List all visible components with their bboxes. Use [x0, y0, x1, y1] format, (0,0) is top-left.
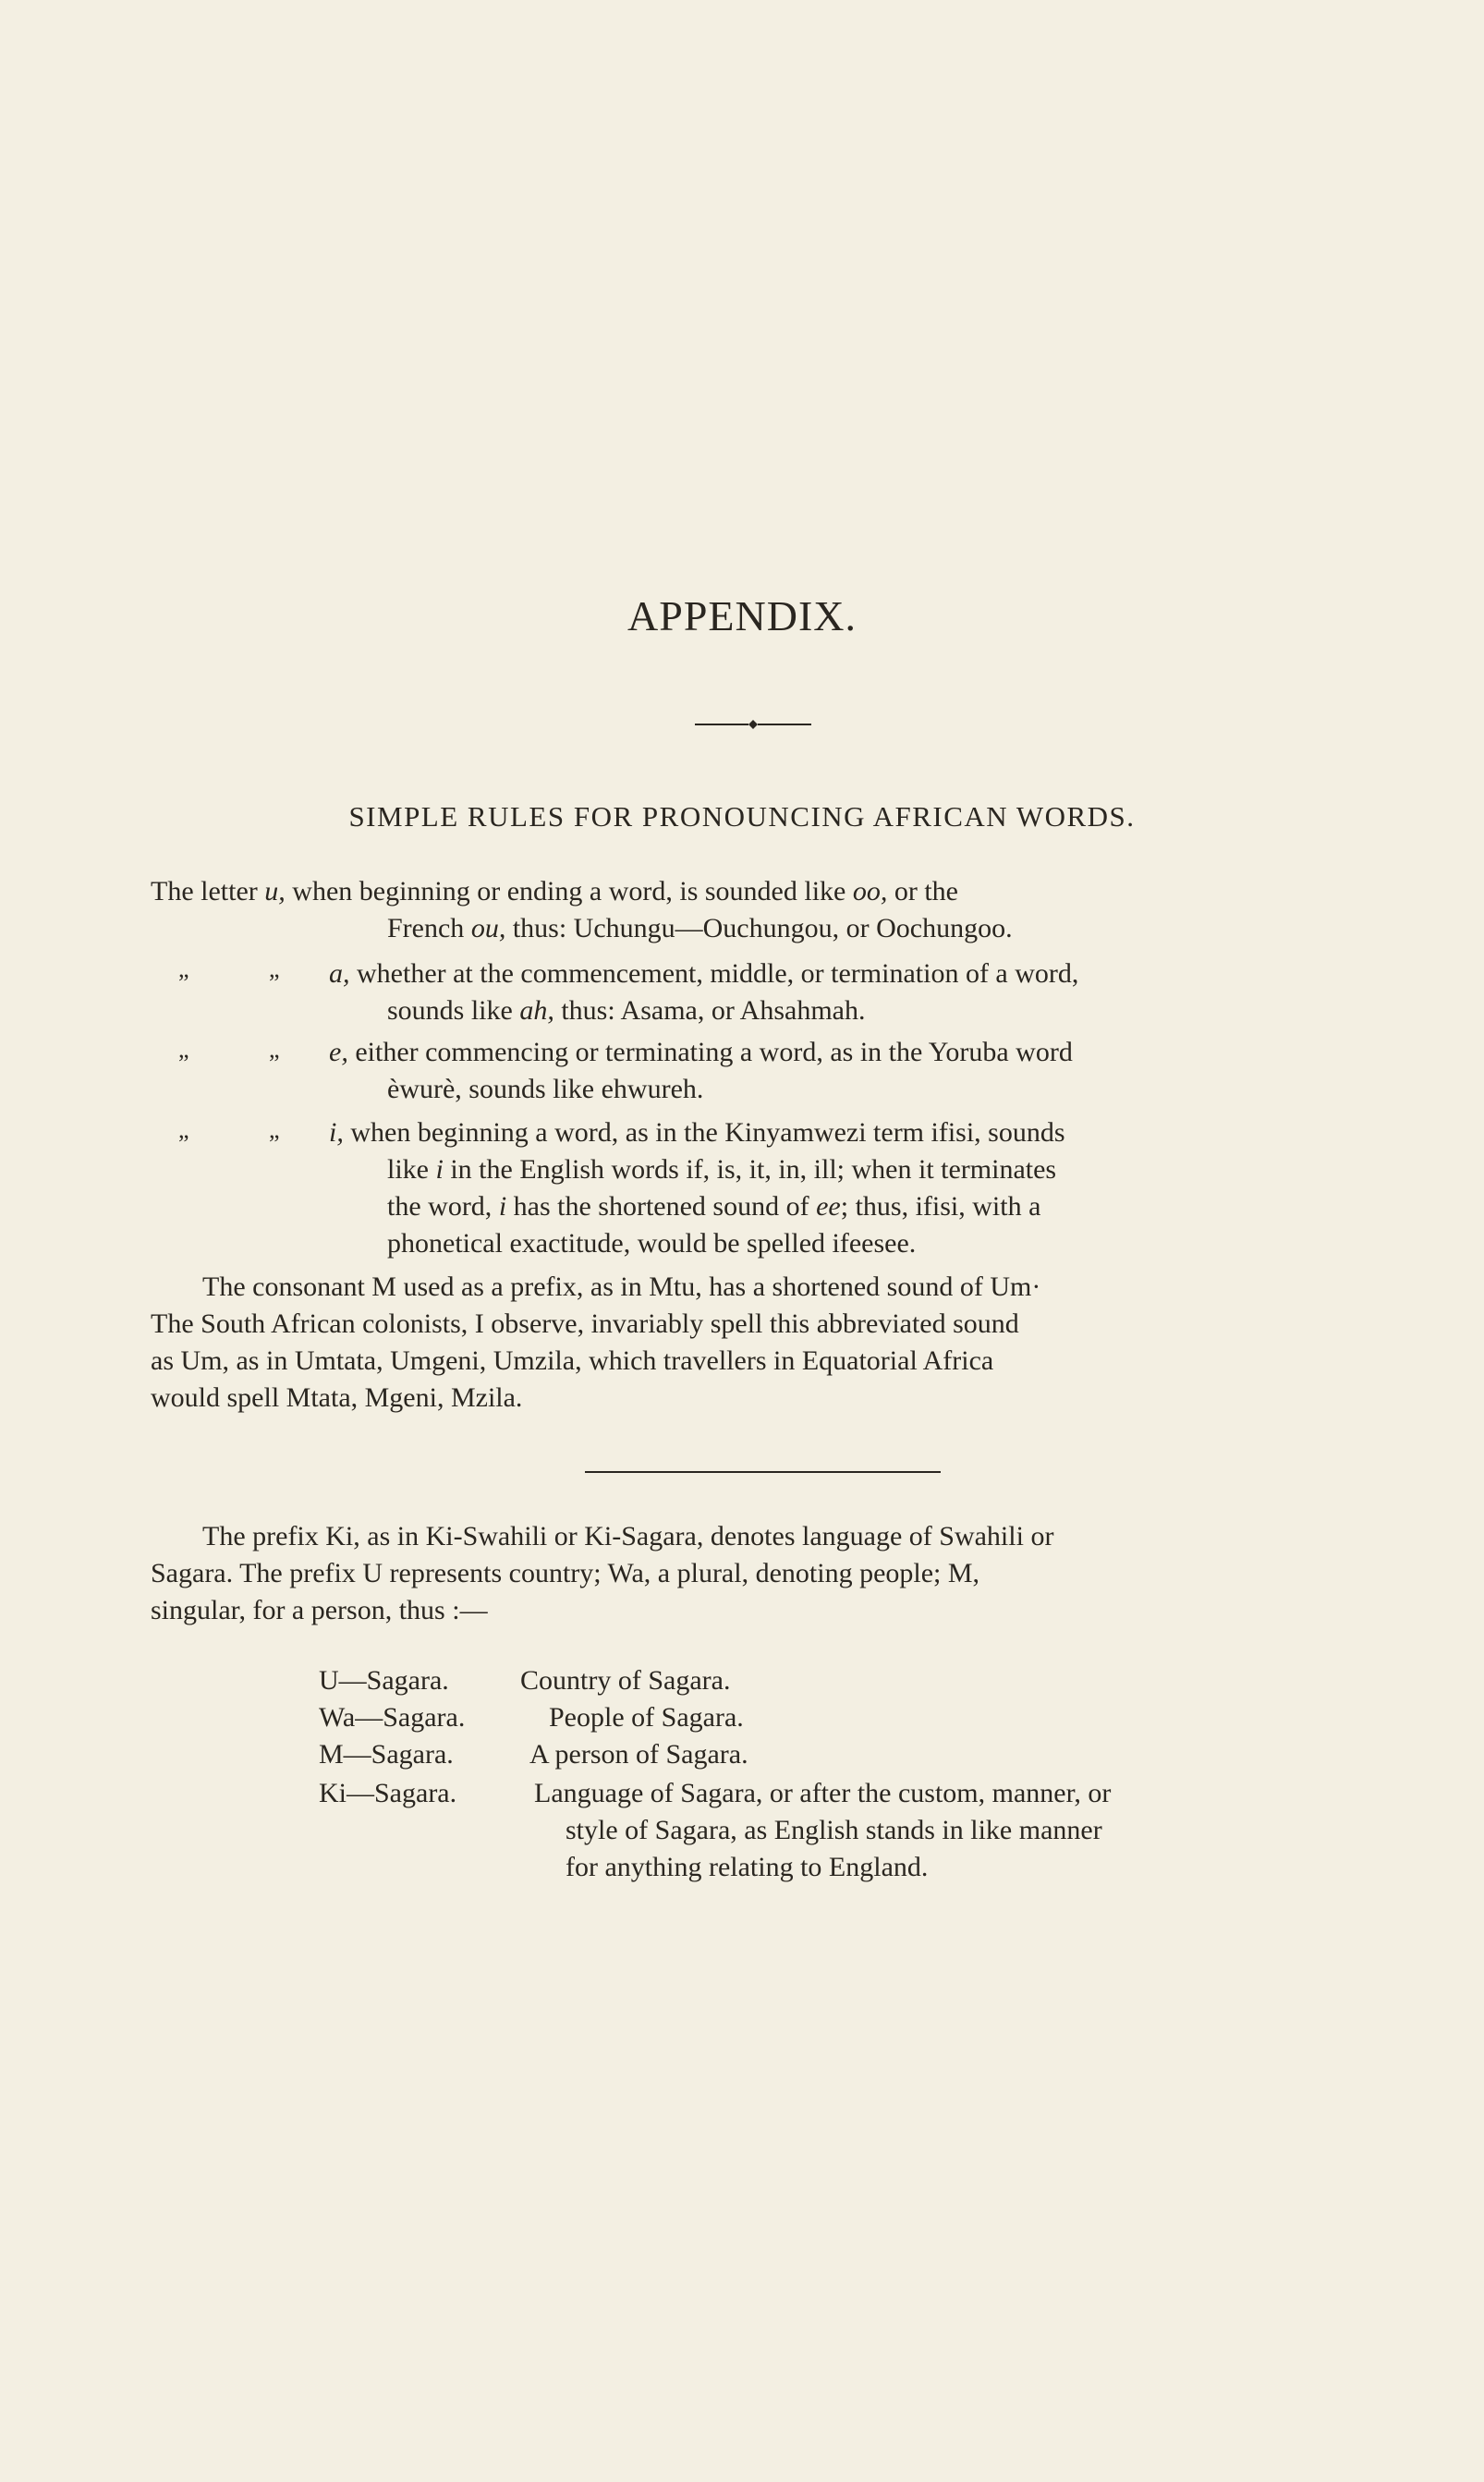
example-term: Wa—Sagara. — [319, 1702, 466, 1733]
prefix-line-3: singular, for a person, thus :— — [151, 1595, 488, 1625]
title-ornament — [695, 719, 811, 730]
ditto-mark: „ — [178, 955, 189, 982]
prefix-line-1: The prefix Ki, as in Ki-Swahili or Ki-Sagara, denotes language of Swahili or — [202, 1521, 1054, 1551]
rule-a-line-1: a, whether at the commencement, middle, or termination of a word, — [329, 958, 1079, 989]
ditto-mark: „ — [269, 955, 280, 982]
section-divider — [585, 1471, 941, 1473]
rule-i-line-2: like i in the English words if, is, it, in, ill; when it terminates — [387, 1154, 1057, 1185]
ditto-mark: „ — [178, 1036, 189, 1063]
example-meaning-cont: for anything relating to England. — [566, 1852, 929, 1882]
example-meaning: A person of Sagara. — [529, 1739, 748, 1770]
rule-i-line-4: phonetical exactitude, would be spelled ifeesee. — [387, 1228, 917, 1259]
ditto-mark: „ — [178, 1116, 189, 1143]
consonant-line-4: would spell Mtata, Mgeni, Mzila. — [151, 1382, 523, 1413]
rule-u-line-1: The letter u, when beginning or ending a word, is sounded like oo, or the — [151, 876, 958, 906]
rule-e-line-1: e, either commencing or terminating a word, as in the Yoruba word — [329, 1037, 1073, 1067]
section-heading: SIMPLE RULES FOR PRONOUNCING AFRICAN WORDS. — [348, 800, 1136, 833]
example-meaning: Language of Sagara, or after the custom, manner, or — [534, 1778, 1112, 1808]
rule-e-line-2: èwurè, sounds like ehwureh. — [387, 1074, 704, 1104]
ditto-mark: „ — [269, 1036, 280, 1063]
example-meaning: Country of Sagara. — [520, 1665, 731, 1696]
consonant-line-2: The South African colonists, I observe, invariably spell this abbreviated sound — [151, 1308, 1019, 1339]
ditto-mark: „ — [269, 1116, 280, 1143]
rule-i-line-3: the word, i has the shortened sound of ee; thus, ifisi, with a — [387, 1191, 1041, 1222]
example-term: M—Sagara. — [319, 1739, 454, 1770]
example-meaning: People of Sagara. — [549, 1702, 744, 1733]
example-term: U—Sagara. — [319, 1665, 449, 1696]
consonant-line-3: as Um, as in Umtata, Umgeni, Umzila, which travellers in Equatorial Africa — [151, 1345, 994, 1376]
rule-i-line-1: i, when beginning a word, as in the Kinyamwezi term ifisi, sounds — [329, 1117, 1065, 1148]
example-meaning-cont: style of Sagara, as English stands in like manner — [566, 1815, 1102, 1845]
rule-u-line-2: French ou, thus: Uchungu—Ouchungou, or Oochungoo. — [387, 913, 1013, 943]
consonant-line-1: The consonant M used as a prefix, as in Mtu, has a shortened sound of Um· — [202, 1271, 1041, 1302]
page-title: APPENDIX. — [627, 592, 857, 639]
rule-a-line-2: sounds like ah, thus: Asama, or Ahsahmah. — [387, 995, 866, 1026]
prefix-line-2: Sagara. The prefix U represents country; Wa, a plural, denoting people; M, — [151, 1558, 980, 1588]
example-term: Ki—Sagara. — [319, 1778, 457, 1808]
